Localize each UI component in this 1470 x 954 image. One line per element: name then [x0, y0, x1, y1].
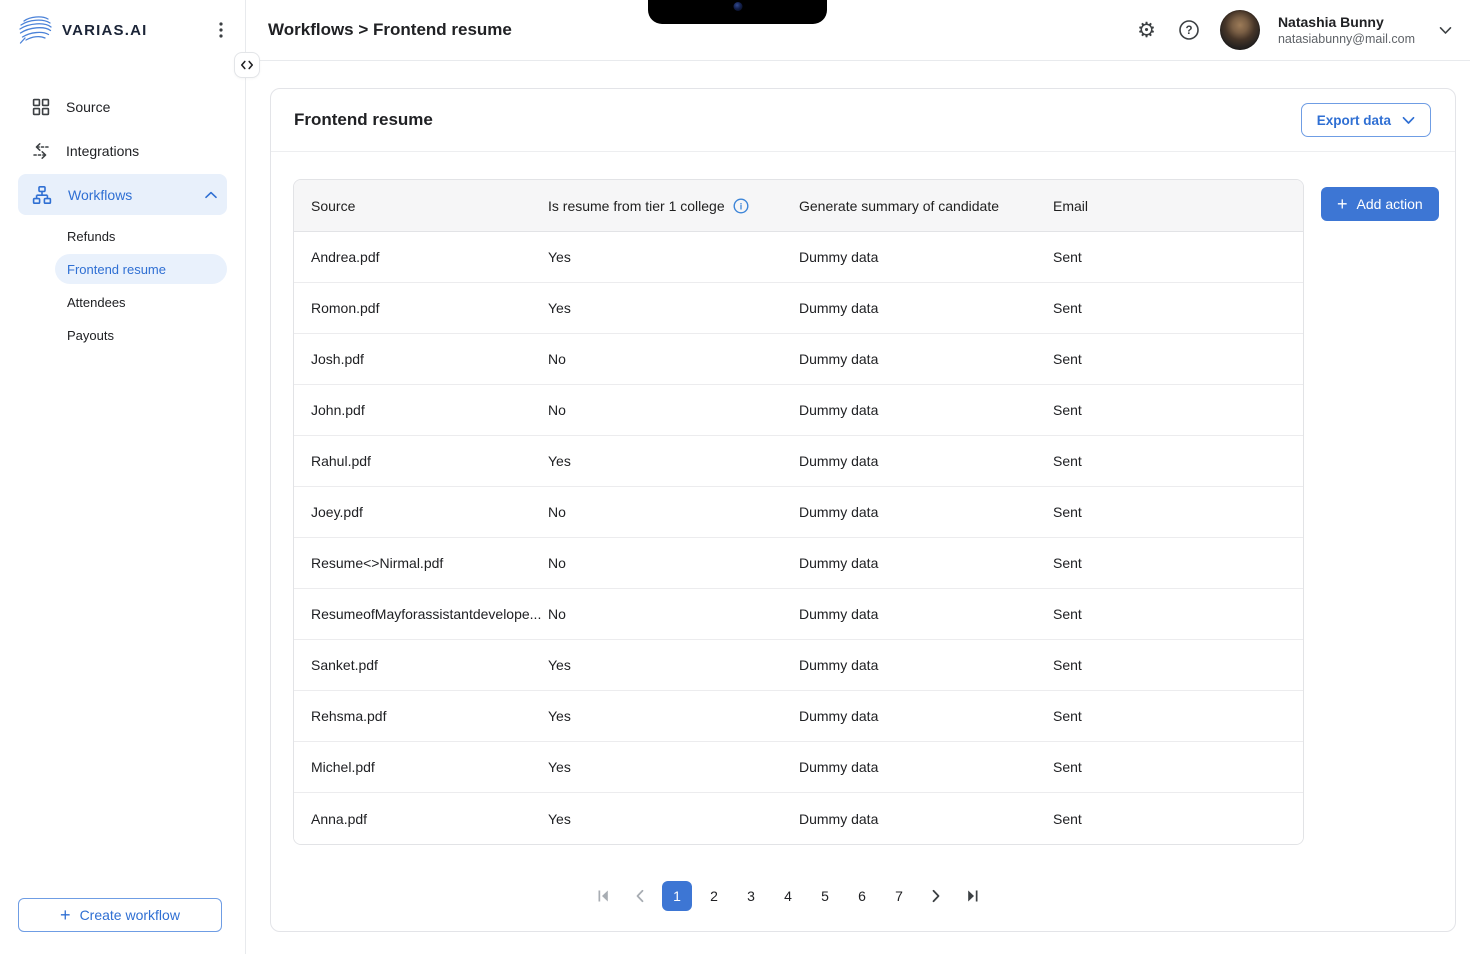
- table-row[interactable]: [294, 691, 1303, 742]
- org-chart-icon: [32, 185, 52, 205]
- sidebar-item-label: Source: [66, 98, 111, 115]
- column-header-source: Source: [311, 197, 356, 214]
- page-number-button[interactable]: 3: [736, 881, 766, 911]
- chevron-up-icon: [205, 191, 217, 199]
- table-row[interactable]: [294, 232, 1303, 283]
- cell-source: Joey.pdf: [311, 504, 363, 520]
- cell-summary: Dummy data: [799, 453, 879, 469]
- cell-summary: Dummy data: [799, 504, 879, 520]
- cell-email: Sent: [1053, 453, 1082, 469]
- brand-logo[interactable]: [16, 15, 148, 45]
- table-row[interactable]: [294, 436, 1303, 487]
- topbar-actions: [1135, 10, 1452, 50]
- device-camera-notch: [648, 0, 827, 24]
- cell-email: Sent: [1053, 708, 1082, 724]
- table-row[interactable]: [294, 793, 1303, 844]
- plus-icon: +: [60, 905, 71, 925]
- page-number-button[interactable]: 5: [810, 881, 840, 911]
- cell-source: Andrea.pdf: [311, 249, 380, 265]
- cell-tier1: No: [548, 351, 566, 367]
- workflow-subitem[interactable]: Refunds: [67, 228, 116, 244]
- create-workflow-button[interactable]: [18, 898, 222, 932]
- workflows-submenu: [0, 221, 245, 350]
- sidebar-item-source[interactable]: [18, 86, 227, 127]
- table-row[interactable]: [294, 283, 1303, 334]
- table-row[interactable]: [294, 334, 1303, 385]
- cell-tier1: No: [548, 606, 566, 622]
- export-data-button[interactable]: [1301, 103, 1431, 137]
- table-row[interactable]: [294, 742, 1303, 793]
- cell-email: Sent: [1053, 759, 1082, 775]
- sidebar-item-integrations[interactable]: [18, 130, 227, 171]
- page-title: Frontend resume: [294, 110, 433, 129]
- cell-summary: Dummy data: [799, 300, 879, 316]
- cell-summary: Dummy data: [799, 810, 879, 827]
- cell-source: Michel.pdf: [311, 759, 375, 775]
- cell-tier1: Yes: [548, 300, 571, 316]
- cell-summary: Dummy data: [799, 657, 879, 673]
- page-number-button[interactable]: 2: [699, 881, 729, 911]
- column-header-email: Email: [1053, 197, 1089, 214]
- cell-source: Rehsma.pdf: [311, 708, 387, 724]
- cell-email: Sent: [1053, 300, 1082, 316]
- cell-tier1: No: [548, 504, 566, 520]
- info-icon[interactable]: [733, 198, 749, 214]
- cell-source: Sanket.pdf: [311, 657, 378, 673]
- cell-email: Sent: [1053, 402, 1082, 418]
- cell-summary: Dummy data: [799, 708, 879, 724]
- next-page-button[interactable]: [921, 881, 951, 911]
- table-header-row: [294, 180, 1303, 232]
- cell-tier1: Yes: [548, 657, 571, 673]
- cell-source: John.pdf: [311, 402, 365, 418]
- add-action-button[interactable]: [1321, 187, 1439, 221]
- table-row[interactable]: [294, 487, 1303, 538]
- workflow-subitem[interactable]: Attendees: [67, 294, 126, 310]
- cell-tier1: No: [548, 402, 566, 418]
- column-header-tier1: Is resume from tier 1 college i: [548, 198, 799, 214]
- page-number-button[interactable]: 1: [662, 881, 692, 911]
- export-data-label: Export data: [1316, 112, 1391, 128]
- results-table: [293, 179, 1304, 845]
- cell-summary: Dummy data: [799, 402, 879, 418]
- cell-source: Anna.pdf: [311, 810, 368, 827]
- workflow-subitem[interactable]: Frontend resume: [55, 254, 227, 284]
- cell-source: Romon.pdf: [311, 300, 380, 316]
- chevron-down-icon: [1402, 116, 1415, 125]
- grid-icon: [32, 98, 50, 116]
- page-number-button[interactable]: 4: [773, 881, 803, 911]
- cell-source: ResumeofMayforassistantdevelope...: [311, 606, 542, 622]
- cell-tier1: Yes: [548, 759, 571, 775]
- cell-summary: Dummy data: [799, 759, 879, 775]
- table-row[interactable]: [294, 640, 1303, 691]
- breadcrumb[interactable]: Workflows > Frontend resume: [268, 20, 512, 39]
- cell-email: Sent: [1053, 657, 1082, 673]
- create-workflow-label: Create workflow: [79, 907, 180, 923]
- sidebar-kebab-menu-icon[interactable]: [213, 18, 229, 42]
- table-row[interactable]: [294, 538, 1303, 589]
- cell-tier1: Yes: [548, 249, 571, 265]
- cell-tier1: Yes: [548, 708, 571, 724]
- user-menu-chevron-down-icon[interactable]: [1439, 26, 1452, 35]
- add-action-label: Add action: [1356, 196, 1423, 212]
- settings-gear-icon[interactable]: ⚙: [1137, 18, 1156, 42]
- user-avatar[interactable]: [1220, 10, 1260, 50]
- table-body: [294, 232, 1303, 844]
- table-row[interactable]: [294, 385, 1303, 436]
- pagination: [271, 881, 1305, 911]
- cell-source: Resume<>Nirmal.pdf: [311, 555, 444, 571]
- cell-source: Rahul.pdf: [311, 453, 371, 469]
- sidebar-collapse-button[interactable]: [234, 52, 260, 78]
- user-name: Natashia Bunny: [1277, 13, 1384, 30]
- previous-page-button[interactable]: [625, 881, 655, 911]
- user-info: [1278, 13, 1415, 47]
- cell-summary: Dummy data: [799, 351, 879, 367]
- brain-waves-logo-icon: [16, 15, 54, 45]
- sidebar-menu: [0, 86, 245, 350]
- camera-dot: [733, 2, 742, 11]
- sidebar-item-label: Workflows: [68, 186, 133, 203]
- cell-email: Sent: [1053, 810, 1082, 827]
- workflow-card: [270, 88, 1456, 932]
- cell-tier1: No: [548, 555, 566, 571]
- cell-email: Sent: [1053, 351, 1082, 367]
- cell-tier1: Yes: [548, 453, 571, 469]
- cell-tier1: Yes: [548, 810, 571, 827]
- cell-summary: Dummy data: [799, 249, 879, 265]
- help-icon[interactable]: [1176, 17, 1202, 43]
- cell-email: Sent: [1053, 249, 1082, 265]
- first-page-button[interactable]: [588, 881, 618, 911]
- logo-row: [0, 0, 245, 60]
- cell-email: Sent: [1053, 504, 1082, 520]
- cell-summary: Dummy data: [799, 606, 879, 622]
- user-email: natasiabunny@mail.com: [1277, 31, 1415, 46]
- card-header: [271, 89, 1455, 152]
- column-header-summary: Generate summary of candidate: [799, 197, 999, 214]
- top-bar: [247, 0, 1470, 61]
- cell-email: Sent: [1053, 606, 1082, 622]
- cell-email: Sent: [1053, 555, 1082, 571]
- cell-summary: Dummy data: [799, 555, 879, 571]
- sidebar-item-workflows[interactable]: [18, 174, 227, 215]
- sidebar-item-label: Integrations: [66, 142, 140, 159]
- plus-icon: +: [1337, 194, 1348, 214]
- workflow-subitem[interactable]: Payouts: [67, 327, 114, 343]
- page-number-button[interactable]: 7: [884, 881, 914, 911]
- svg-text:?: ?: [1185, 25, 1193, 38]
- svg-text:i: i: [739, 200, 742, 211]
- page-number-button[interactable]: 6: [847, 881, 877, 911]
- sync-arrows-icon: [32, 142, 50, 160]
- sidebar: [0, 0, 246, 954]
- last-page-button[interactable]: [958, 881, 988, 911]
- brand-name: VARIAS.AI: [62, 21, 148, 39]
- cell-source: Josh.pdf: [311, 351, 364, 367]
- table-row[interactable]: [294, 589, 1303, 640]
